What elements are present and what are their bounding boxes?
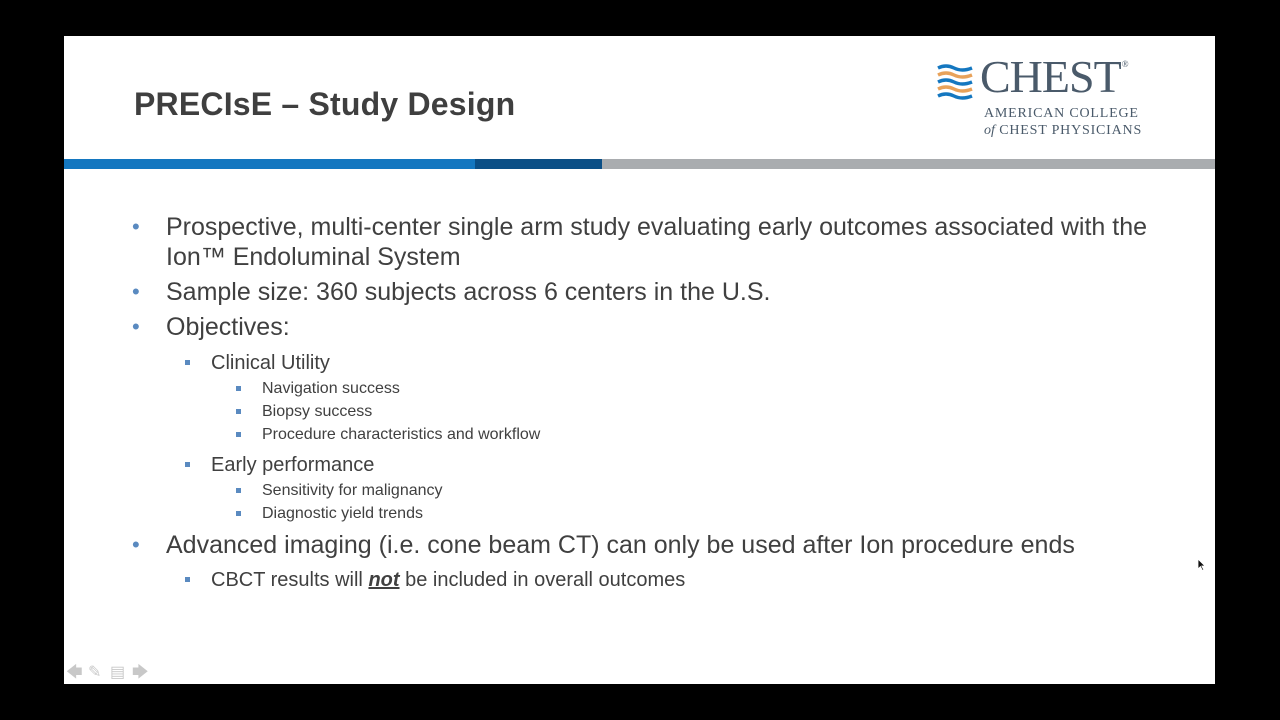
- bullet-dot-icon: •: [132, 214, 140, 239]
- header-bar-gray: [602, 159, 1215, 169]
- chest-logo-line2: of CHEST PHYSICIANS: [984, 123, 1143, 138]
- header-bar-blue: [64, 159, 475, 169]
- bullet-objectives: • Objectives:: [132, 313, 290, 341]
- chest-logo-mark-icon: [936, 64, 974, 104]
- chest-logo: [936, 51, 1166, 138]
- sub-sub-bullet: Biopsy success: [262, 402, 372, 422]
- mouse-cursor-icon: [1198, 559, 1206, 571]
- header-bar-dark-blue: [475, 159, 602, 169]
- square-bullet-icon: [185, 462, 190, 467]
- square-bullet-icon: [185, 360, 190, 365]
- square-bullet-icon: [236, 386, 241, 391]
- slide-title: PRECIsE – Study Design: [134, 86, 516, 122]
- next-arrow-icon[interactable]: 🡆: [132, 664, 149, 681]
- bullet-dot-icon: •: [132, 314, 140, 339]
- sub-sub-bullet: Sensitivity for malignancy: [262, 481, 443, 501]
- sub-sub-bullet: Navigation success: [262, 379, 400, 399]
- slide: [64, 36, 1215, 684]
- bullet-study-type: • Prospective, multi-center single arm study evaluating early outcomes associated with the Ion™ Endoluminal System: [132, 213, 1148, 271]
- square-bullet-icon: [185, 577, 190, 582]
- pen-icon[interactable]: ✎: [88, 664, 102, 681]
- square-bullet-icon: [236, 409, 241, 414]
- prev-arrow-icon[interactable]: 🡄: [66, 664, 83, 681]
- sub-sub-bullet: Diagnostic yield trends: [262, 504, 423, 524]
- sub-bullet-early-performance: Early performance: [211, 453, 374, 477]
- emphasis-not: not: [368, 569, 400, 591]
- slide-controls: [66, 664, 152, 682]
- square-bullet-icon: [236, 511, 241, 516]
- sub-sub-bullet: Procedure characteristics and workflow: [262, 425, 540, 445]
- bullet-dot-icon: •: [132, 532, 140, 557]
- bullet-sample-size: • Sample size: 360 subjects across 6 centers in the U.S.: [132, 278, 771, 306]
- square-bullet-icon: [236, 432, 241, 437]
- bullet-dot-icon: •: [132, 279, 140, 304]
- square-bullet-icon: [236, 488, 241, 493]
- sub-bullet-cbct: CBCT results will not be included in overall outcomes: [211, 568, 685, 592]
- chest-logo-word: CHEST®: [980, 51, 1128, 102]
- bullet-advanced-imaging: • Advanced imaging (i.e. cone beam CT) can only be used after Ion procedure ends: [132, 531, 1075, 559]
- menu-icon[interactable]: ▤: [110, 664, 126, 681]
- sub-bullet-clinical-utility: Clinical Utility: [211, 351, 330, 375]
- chest-logo-line1: AMERICAN COLLEGE: [984, 106, 1139, 121]
